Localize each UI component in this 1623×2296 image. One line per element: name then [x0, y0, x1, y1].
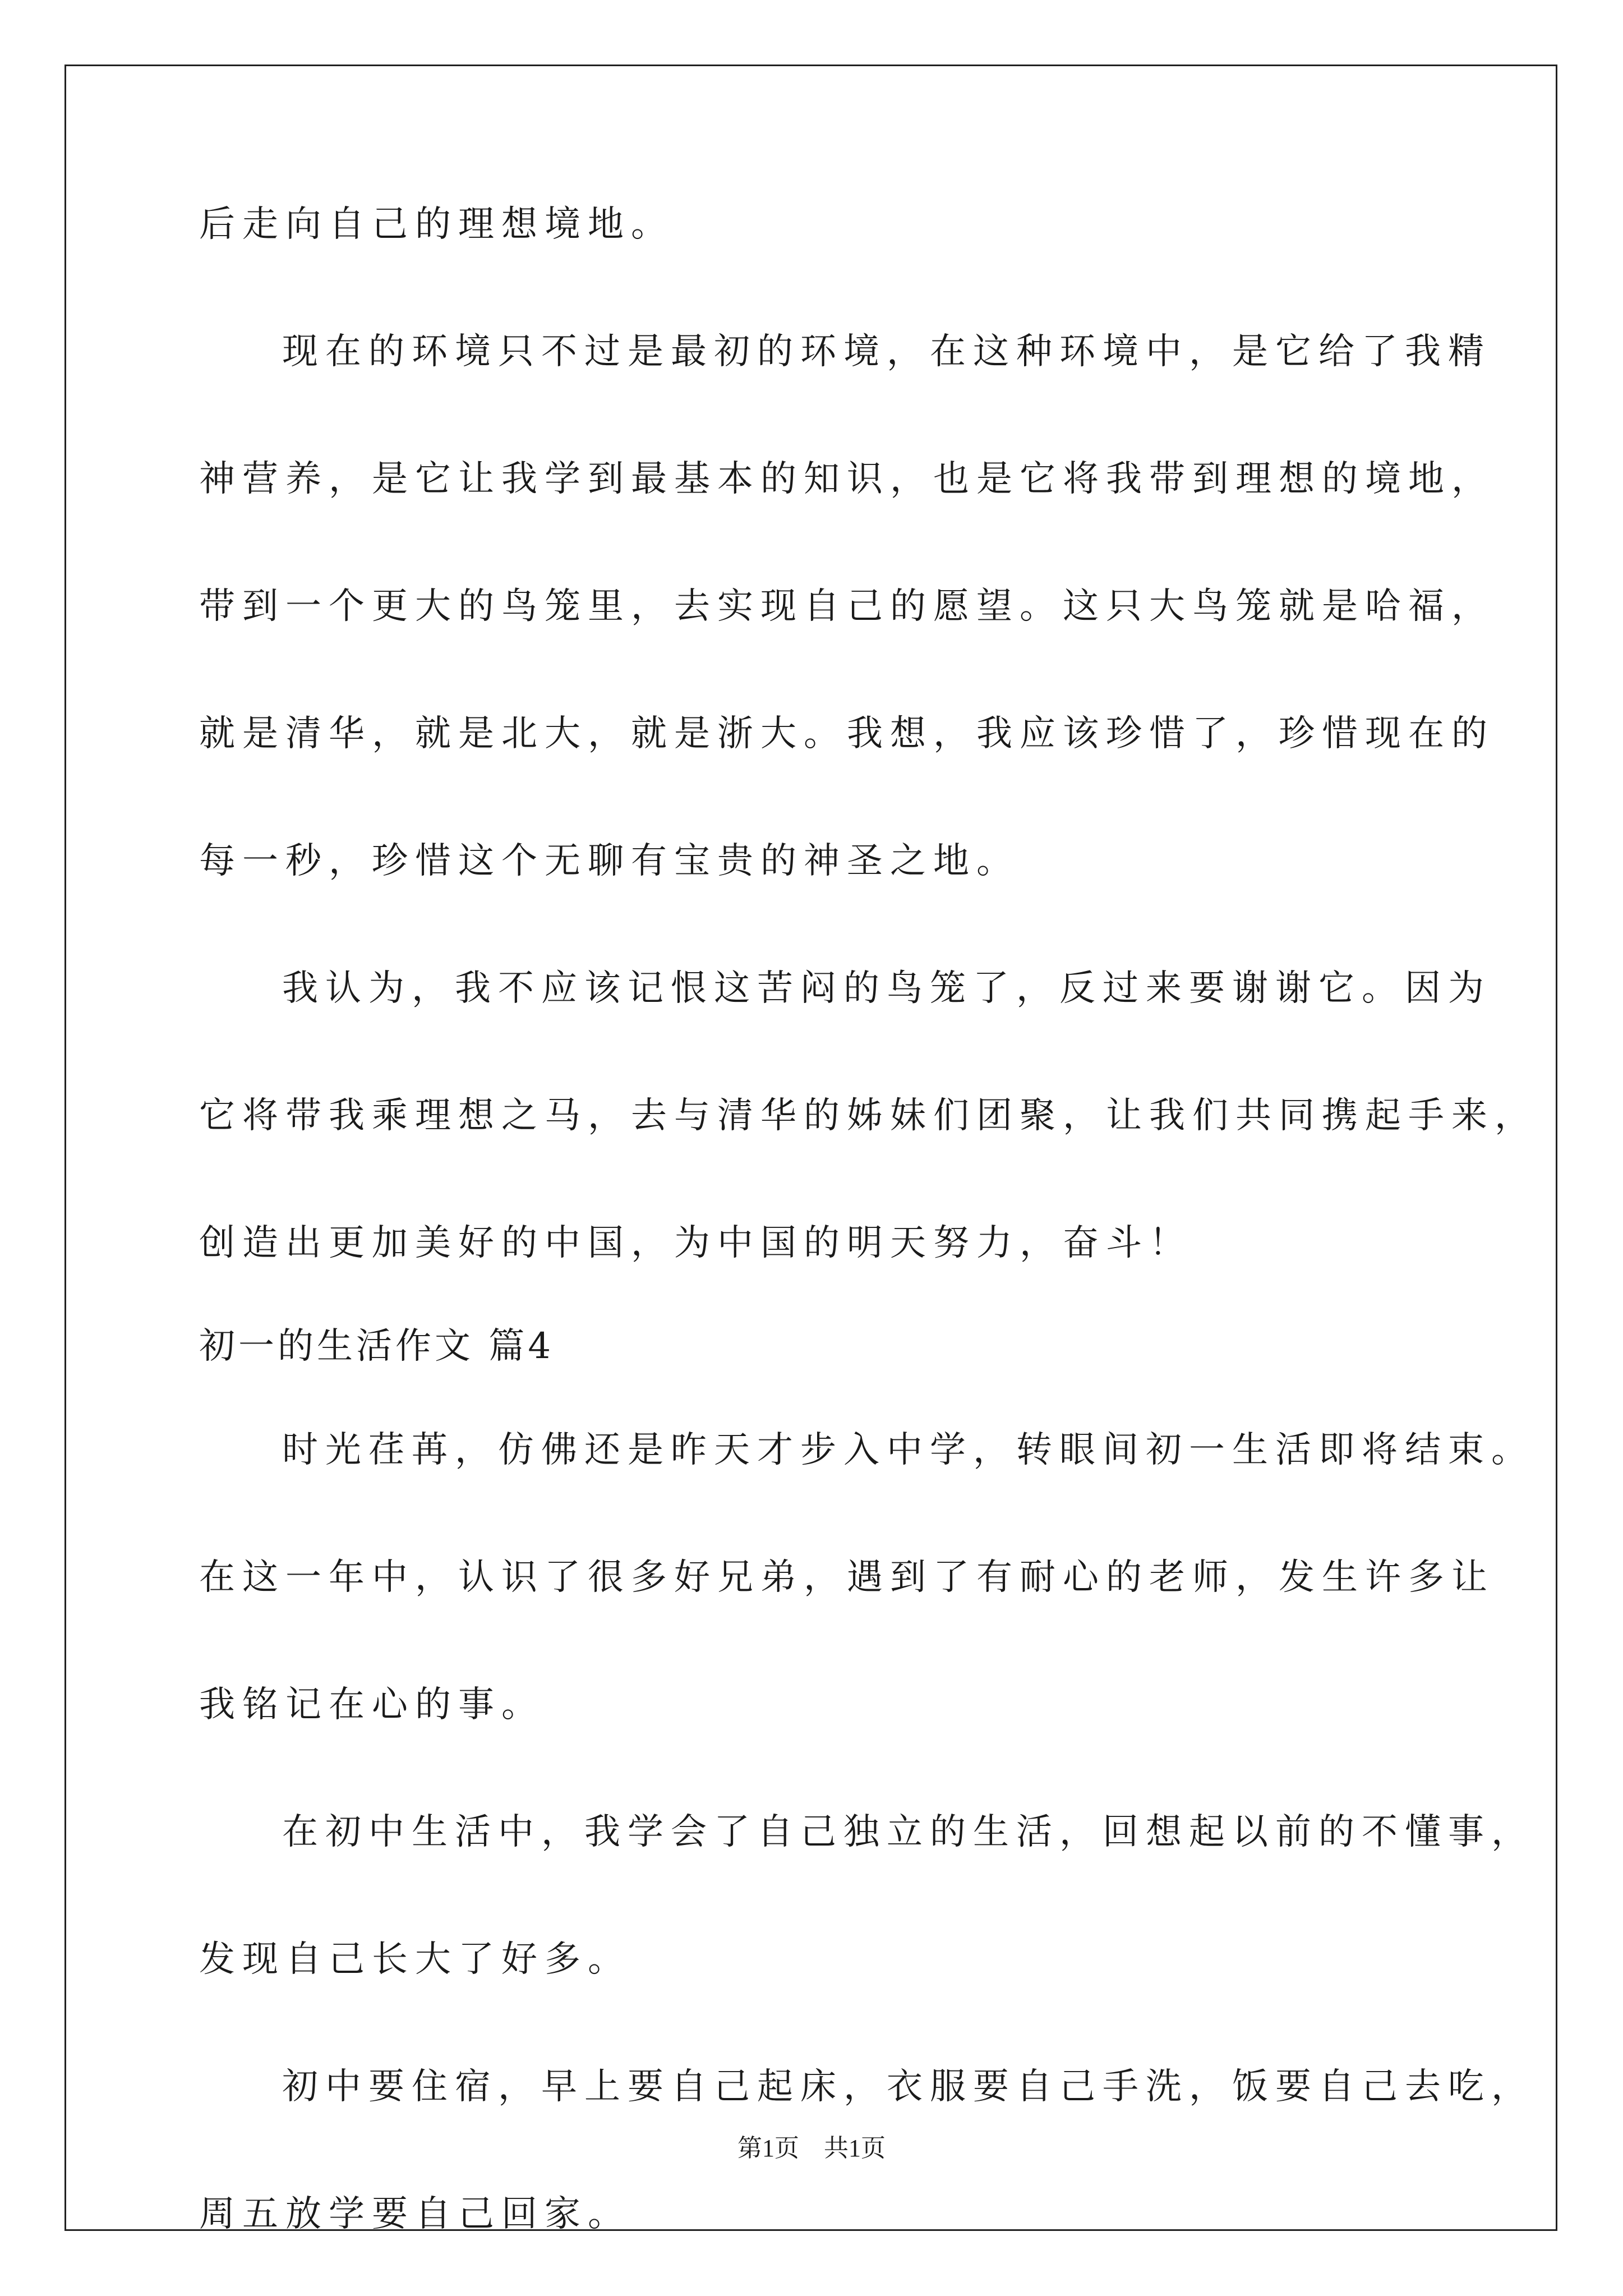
page-number-footer: 第1页 共1页: [737, 2134, 886, 2162]
paragraph-line: 后走向自己的理想境地。: [199, 204, 674, 245]
paragraph-line: 我铭记在心的事。: [199, 1684, 545, 1726]
paragraph-line: 周五放学要自己回家。: [199, 2193, 631, 2235]
paragraph-line: 在这一年中，认识了很多好兄弟，遇到了有耐心的老师，发生许多让: [199, 1557, 1495, 1598]
paragraph-line: 神营养，是它让我学到最基本的知识，也是它将我带到理想的境地，: [199, 458, 1495, 500]
paragraph-line: 就是清华，就是北大，就是浙大。我想，我应该珍惜了，珍惜现在的: [199, 713, 1495, 754]
paragraph-line: 我认为，我不应该记恨这苦闷的鸟笼了，反过来要谢谢它。因为: [282, 968, 1491, 1009]
section-heading: 初一的生活作文 篇4: [199, 1326, 555, 1367]
paragraph-line: 发现自己长大了好多。: [199, 1939, 631, 1980]
paragraph-line: 在初中生活中，我学会了自己独立的生活，回想起以前的不懂事，: [282, 1811, 1534, 1853]
paragraph-line: 它将带我乘理想之马，去与清华的姊妹们团聚，让我们共同携起手来，: [199, 1095, 1538, 1137]
page-border: [64, 65, 1557, 2231]
paragraph-line: 带到一个更大的鸟笼里，去实现自己的愿望。这只大鸟笼就是哈福，: [199, 586, 1495, 627]
paragraph-line: 每一秒，珍惜这个无聊有宝贵的神圣之地。: [199, 840, 1020, 882]
paragraph-line: 初中要住宿，早上要自己起床，衣服要自己手洗，饭要自己去吃，: [282, 2066, 1534, 2108]
paragraph-line: 现在的环境只不过是最初的环境，在这种环境中，是它给了我精: [282, 331, 1491, 372]
paragraph-line: 时光荏苒，仿佛还是昨天才步入中学，转眼间初一生活即将结束。: [282, 1429, 1534, 1471]
paragraph-line: 创造出更加美好的中国，为中国的明天努力，奋斗！: [199, 1222, 1192, 1264]
